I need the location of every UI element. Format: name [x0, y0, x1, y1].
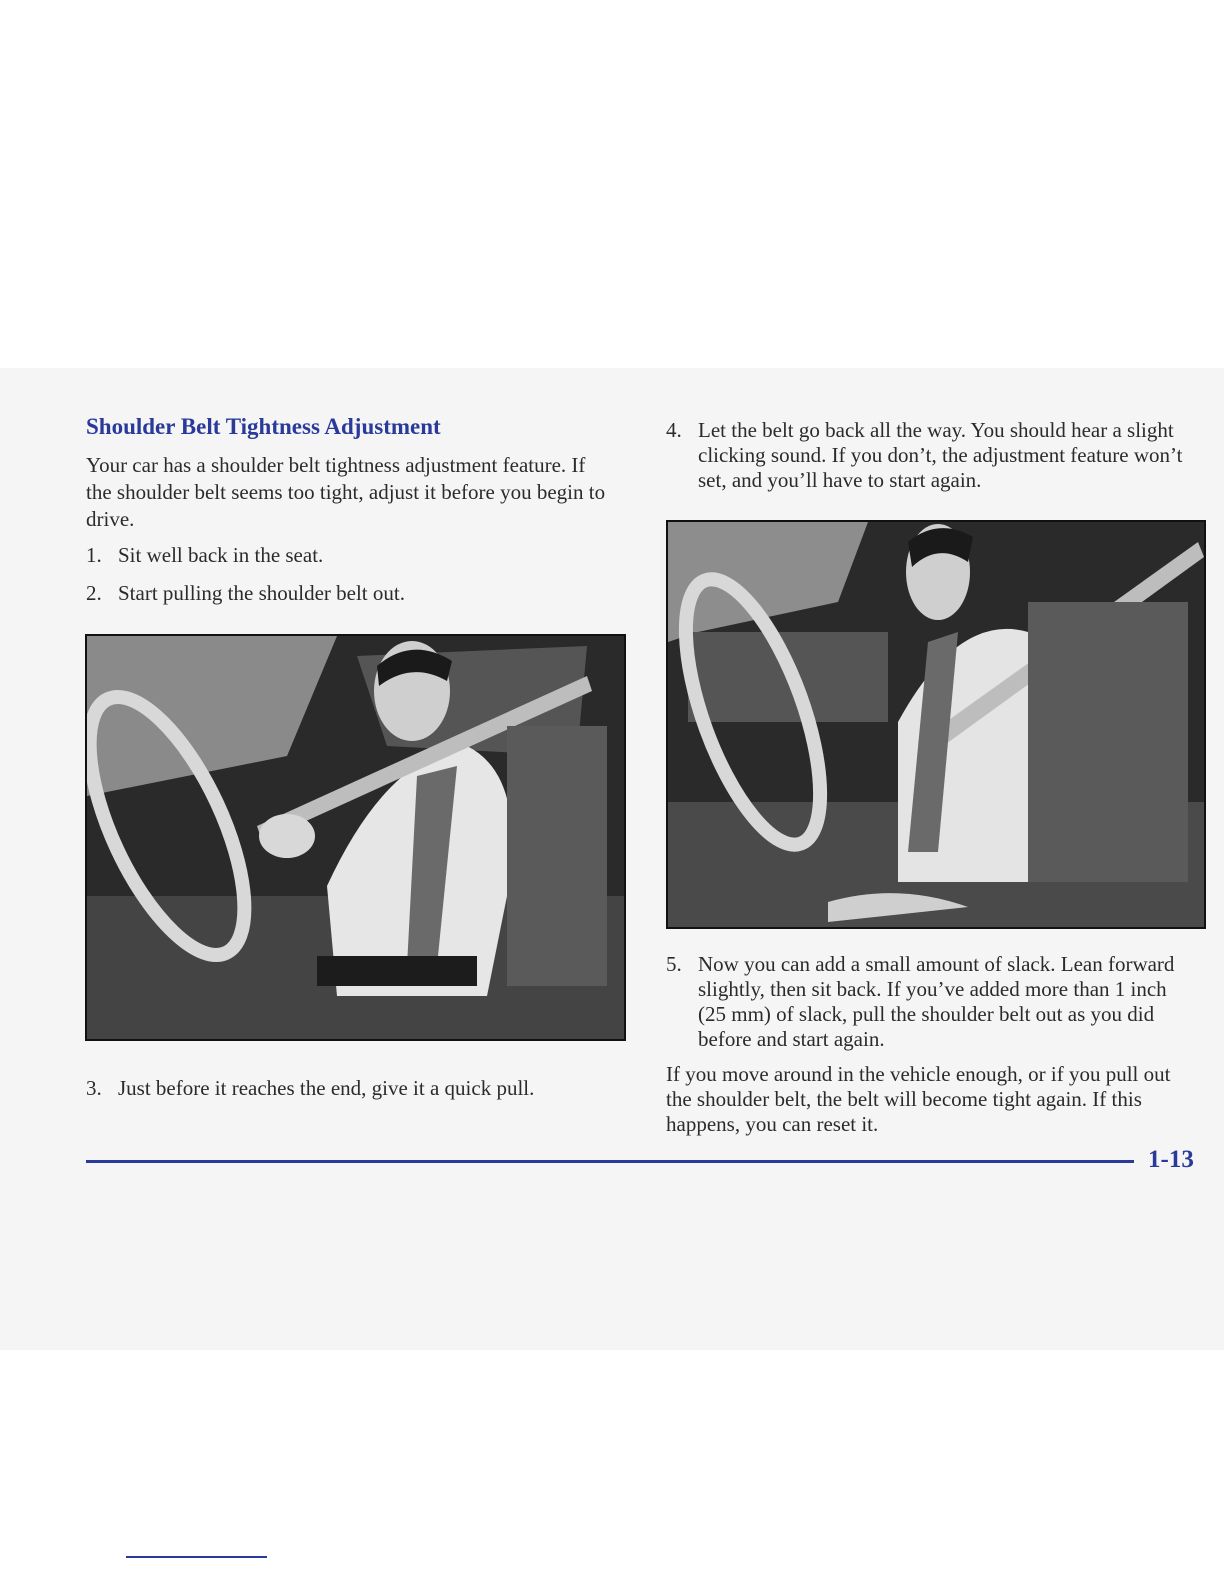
step-number: 1. [86, 543, 102, 567]
intro-paragraph: Your car has a shoulder belt tightness adjustment feature. If the shoulder belt seems too tight, adjust it before you begin to drive. [86, 453, 606, 531]
step-item [666, 952, 1196, 1052]
step-text: Let the belt go back all the way. You should hear a slight clicking sound. If you don’t, the adjustment feature won’t set, and you’ll have to start again. [698, 418, 1183, 492]
step-item [86, 543, 606, 568]
step-number: 5. [666, 952, 682, 976]
step-number: 4. [666, 418, 682, 442]
closing-paragraph: If you move around in the vehicle enough, or if you pull out the shoulder belt, the belt will become tight again. If this happens, you can reset it. [666, 1062, 1171, 1136]
footer-rule [86, 1160, 1134, 1163]
step-number: 3. [86, 1076, 102, 1100]
left-column [86, 414, 606, 606]
step-text: Just before it reaches the end, give it a quick pull. [118, 1076, 535, 1100]
page-number: 1-13 [1148, 1146, 1194, 1173]
step-text: Now you can add a small amount of slack. Lean forward slightly, then sit back. If you’ve added more than 1 inch (25 mm) of slack, pull the shoulder belt out as you did before and start again. [698, 952, 1175, 1051]
section-heading: Shoulder Belt Tightness Adjustment [86, 414, 441, 439]
step-text: Sit well back in the seat. [118, 543, 324, 567]
step-item [86, 1076, 606, 1101]
step-item [666, 418, 1196, 493]
bottom-link-underline [126, 1556, 267, 1558]
seatbelt-illustration-pull [85, 634, 626, 1041]
step-item [86, 581, 606, 606]
step-text: Start pulling the shoulder belt out. [118, 581, 405, 605]
step-number: 2. [86, 581, 102, 605]
seatbelt-illustration-seated [666, 520, 1206, 929]
